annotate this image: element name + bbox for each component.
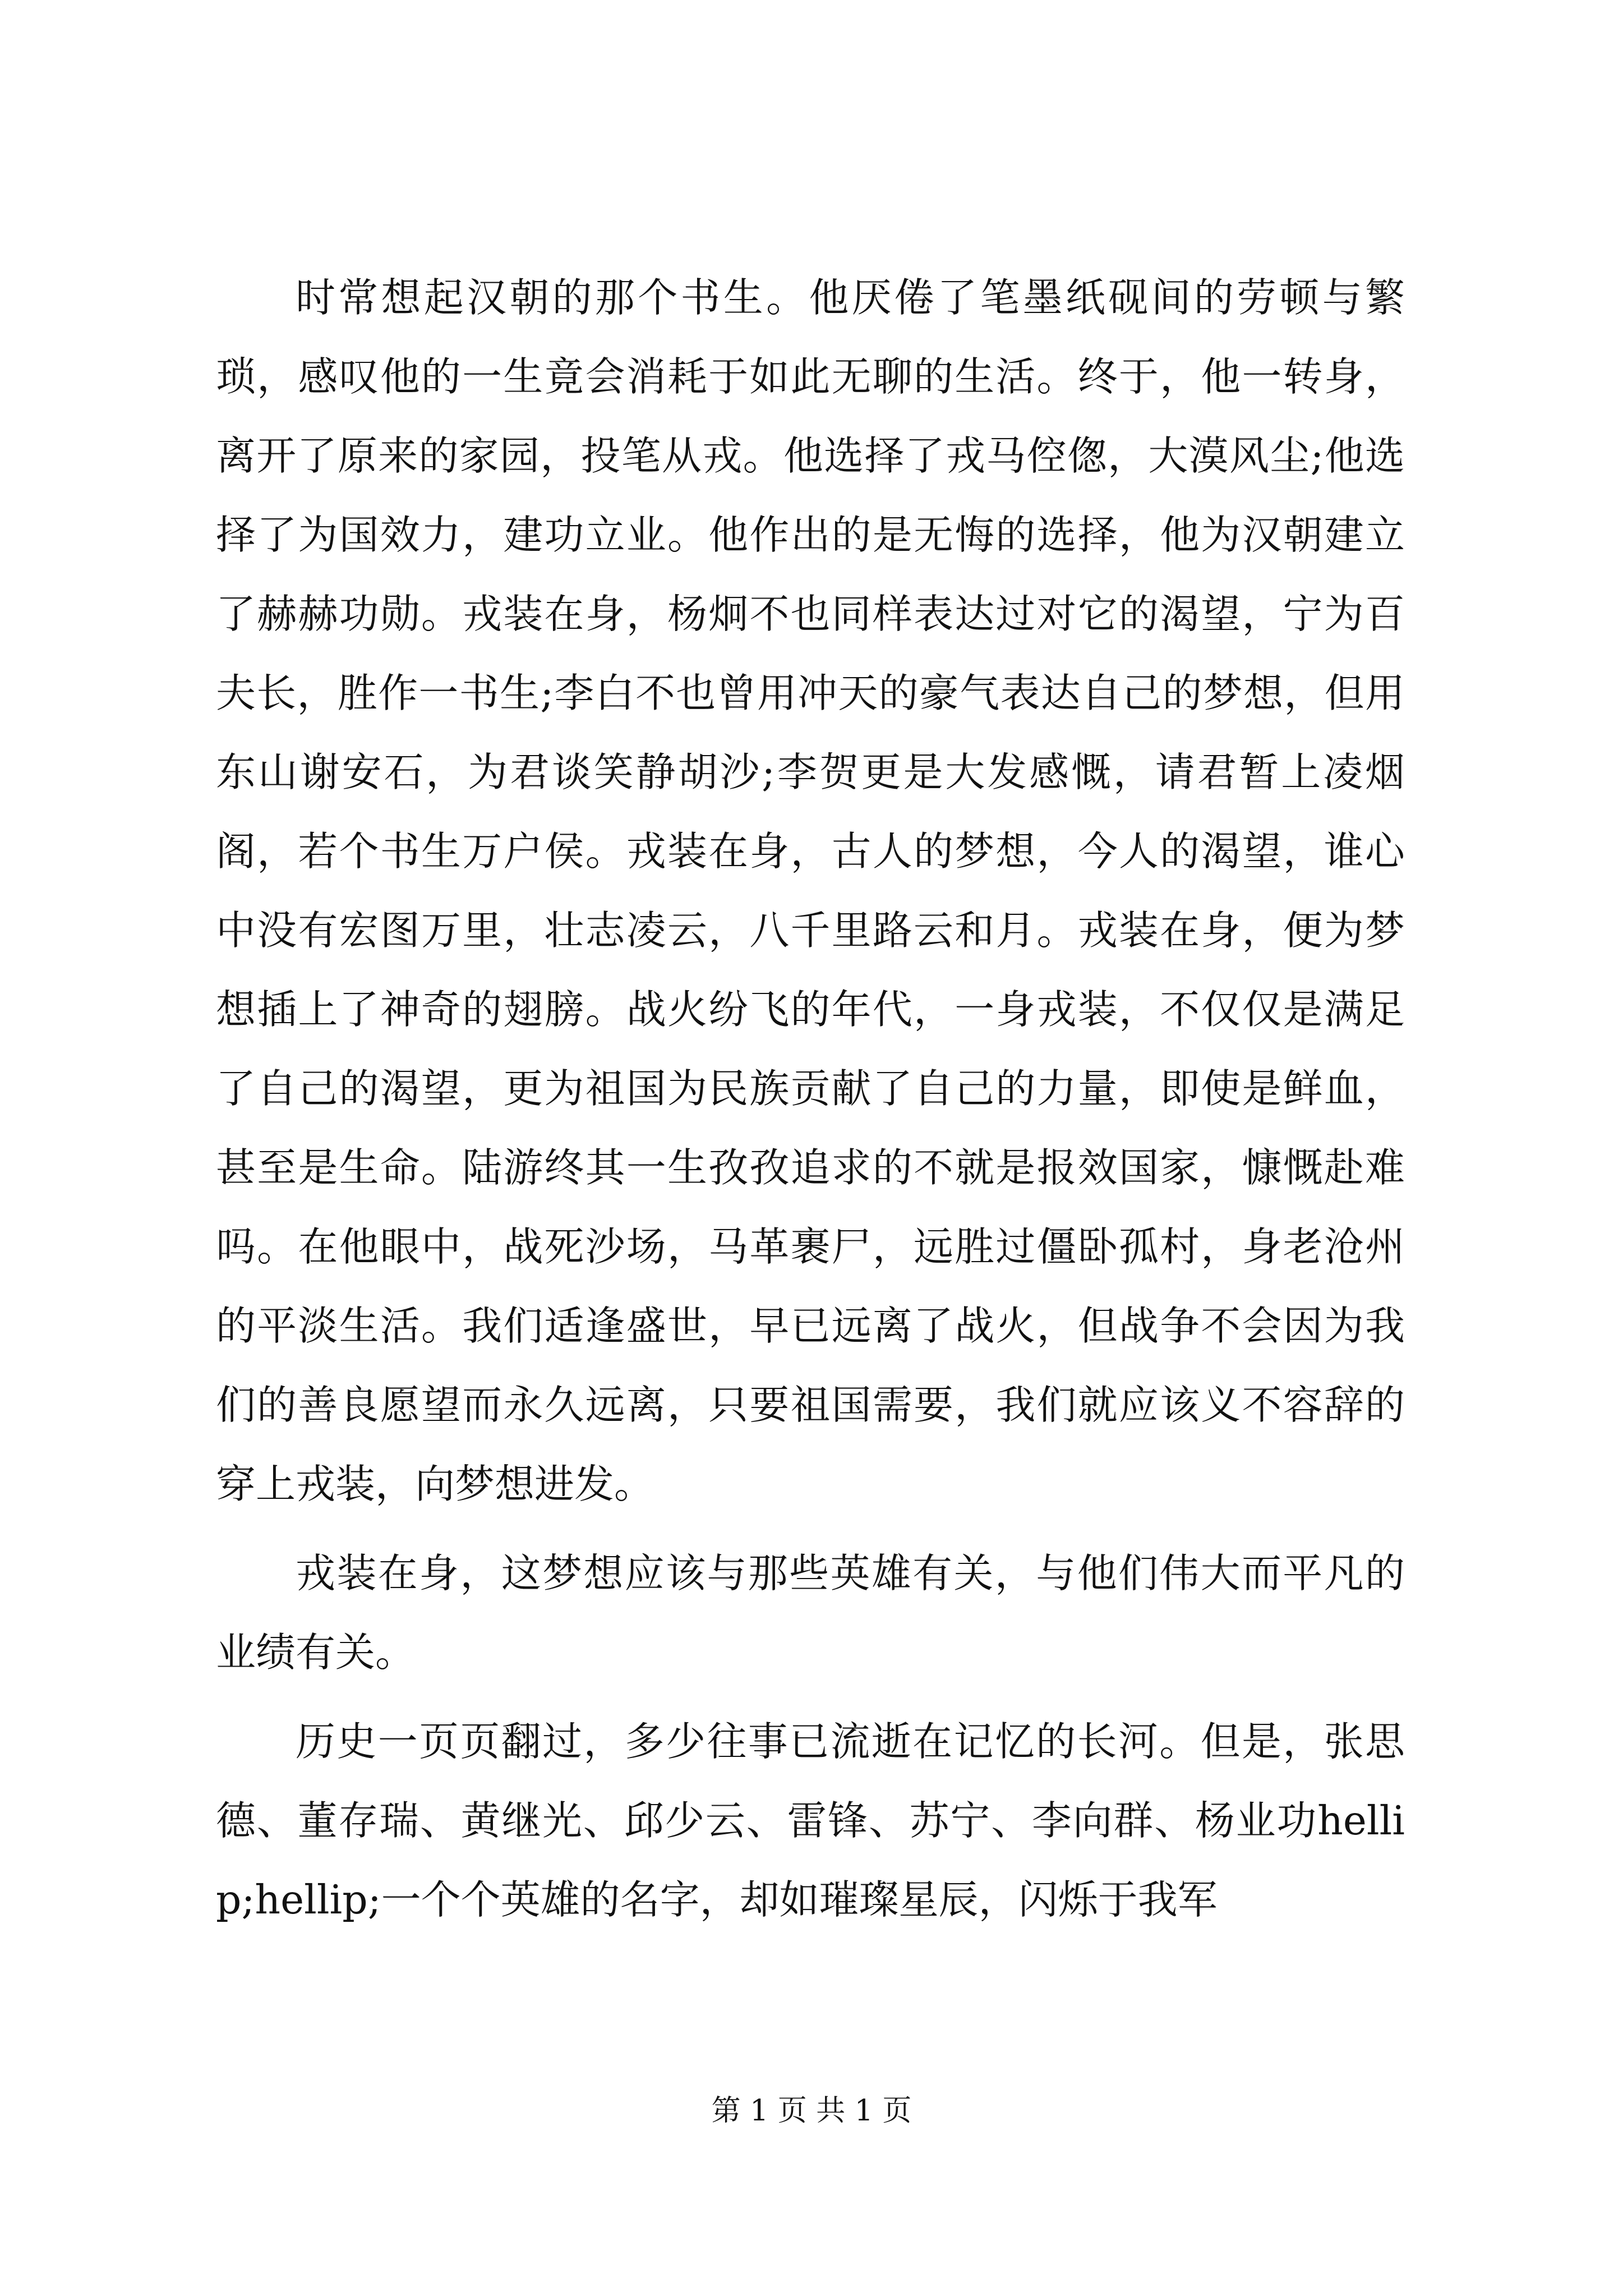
paragraph-1: 时常想起汉朝的那个书生。他厌倦了笔墨纸砚间的劳顿与繁琐，感叹他的一生竟会消耗于如此无聊的生活。终于，他一转身，离开了原来的家园，投笔从戎。他选择了戎马倥偬，大漠风尘;他选择了为国效力，建功立业。他作出的是无悔的选择，他为汉朝建立了赫赫功勋。戎装在身，杨炯不也同样表达过对它的渴望，宁为百夫长，胜作一书生;李白不也曾用冲天的豪气表达自己的梦想，但用东山谢安石，为君谈笑静胡沙;李贺更是大发感慨，请君暂上凌烟阁，若个书生万户侯。戎装在身，古人的梦想，今人的渴望，谁心中没有宏图万里，壮志凌云，八千里路云和月。戎装在身，便为梦想插上了神奇的翅膀。战火纷飞的年代，一身戎装，不仅仅是满足了自己的渴望，更为祖国为民族贡献了自己的力量，即使是鲜血，甚至是生命。陆游终其一生孜孜追求的不就是报效国家，慷慨赴难吗。在他眼中，战死沙场，马革裹尸，远胜过僵卧孤村，身老沧州的平淡生活。我们适逢盛世，早已远离了战火，但战争不会因为我们的善良愿望而永久远离，只要祖国需要，我们就应该义不容辞的穿上戎装，向梦想进发。 (216, 274, 1405, 1507)
paragraph-2: 戎装在身，这梦想应该与那些英雄有关，与他们伟大而平凡的业绩有关。 (216, 1550, 1405, 1676)
page-footer: 第 1 页 共 1 页 (711, 2094, 912, 2128)
document-body (216, 258, 1405, 1949)
paragraph-3: 历史一页页翻过，多少往事已流逝在记忆的长河。但是，张思德、董存瑞、黄继光、邱少云、雷锋、苏宁、李向群、杨业功hellip;hellip;一个个英雄的名字，却如璀璨星辰，闪烁于我军 (216, 1718, 1405, 1923)
